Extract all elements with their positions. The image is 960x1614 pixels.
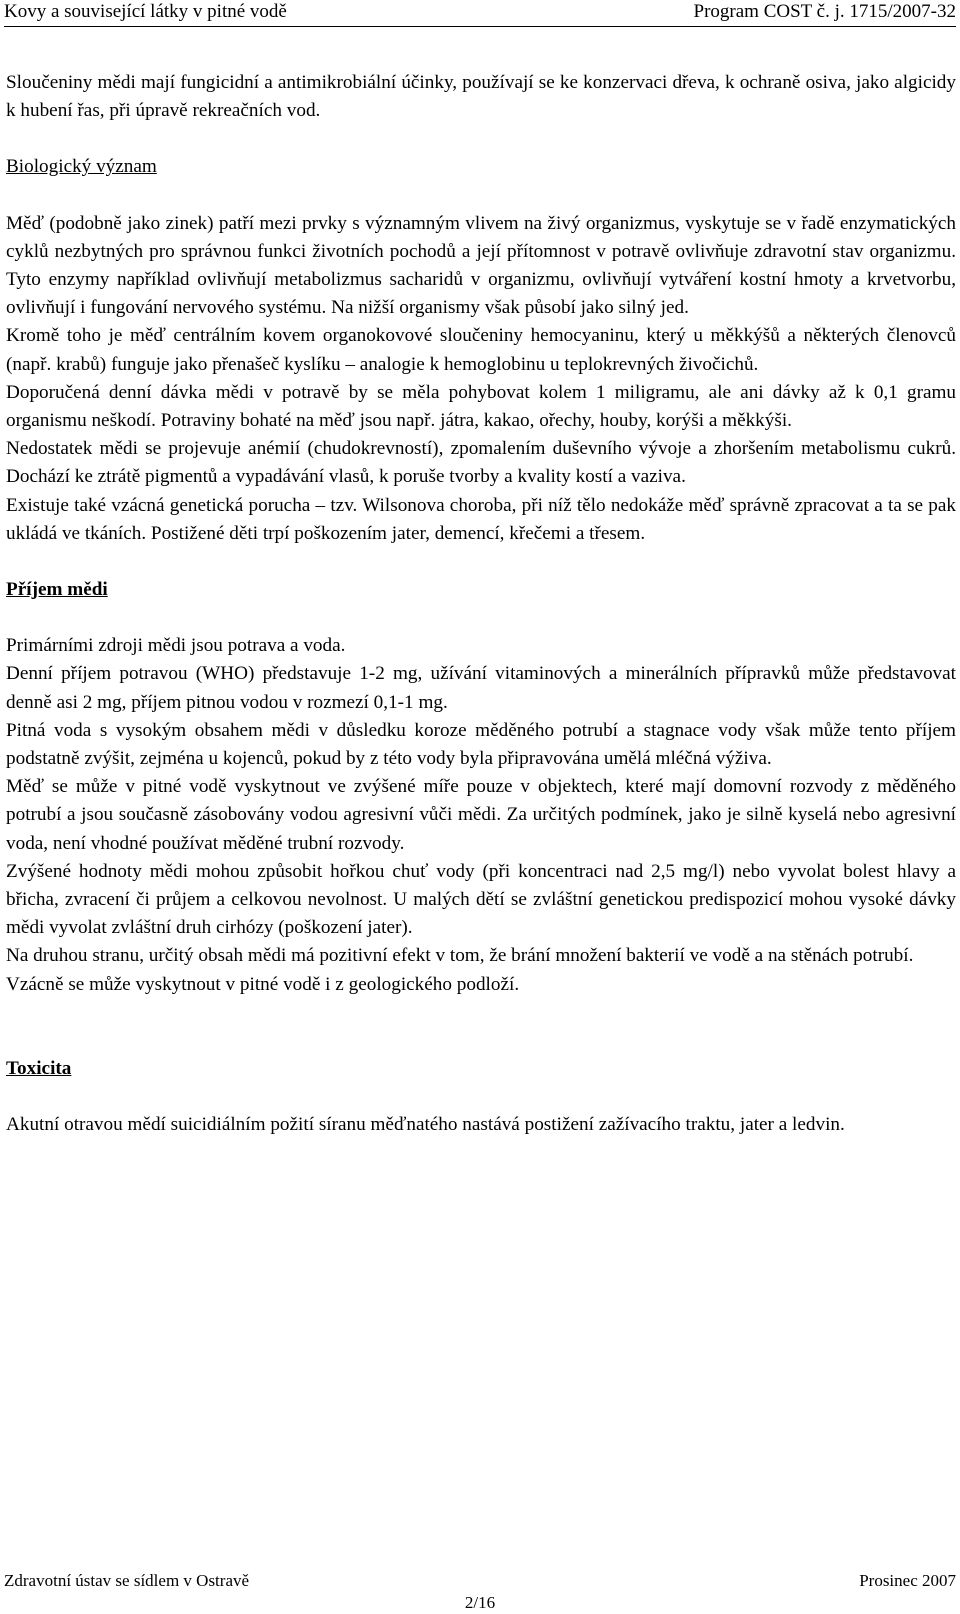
footer-date: Prosinec 2007 bbox=[859, 1571, 956, 1590]
section-heading-intake: Příjem mědi bbox=[6, 579, 108, 601]
paragraph: Nedostatek mědi se projevuje anémií (chudokrevností), zpomalením duševního vývoje a zhoršením metabolismu cukrů. Dochází ke ztrátě pigmentů a vypadávání vlasů, k poruše tvorby a kvality kostí a vaziva. bbox=[6, 438, 956, 488]
footer-institution: Zdravotní ústav se sídlem v Ostravě bbox=[4, 1571, 250, 1590]
header-title: Kovy a související látky v pitné vodě bbox=[4, 1, 287, 22]
page-header bbox=[4, 0, 956, 27]
paragraph: Akutní otravou mědí suicidiálním požití síranu měďnatého nastává postižení zažívacího traktu, jater a ledvin. bbox=[6, 1114, 845, 1136]
section-heading-toxicity: Toxicita bbox=[6, 1057, 72, 1079]
paragraph: Denní příjem potravou (WHO) představuje 1-2 mg, užívání vitaminových a minerálních přípravků může představovat denně asi 2 mg, příjem pitnou vodou v rozmezí 0,1-1 mg. bbox=[6, 663, 956, 713]
paragraph: Měď (podobně jako zinek) patří mezi prvky s významným vlivem na živý organizmus, vyskytuje se v řadě enzymatických cyklů nezbytných pro správnou funkci životních pochodů a její přítomnost v potravě ovlivňuje zdravotní stav organizmu. Tyto enzymy například ovlivňují metabolizmus sacharidů v organizmu, ovlivňují vytváření kostní hmoty a krvetvorbu, ovlivňují i fungování nervového systému. Na nižší organismy však působí jako silný jed. bbox=[6, 212, 956, 319]
header-program: Program COST č. j. 1715/2007-32 bbox=[693, 1, 956, 22]
paragraph: Zvýšené hodnoty mědi mohou způsobit hořkou chuť vody (při koncentraci nad 2,5 mg/l) nebo vyvolat bolest hlavy a břicha, zvracení či průjem a celkovou nevolnost. U malých dětí se zvláštní genetickou predispozicí mohou vysoké dávky mědi vyvolat zvláštní druh cirhózy (poškození jater). bbox=[6, 860, 956, 939]
section-heading-biological: Biologický význam bbox=[6, 156, 157, 178]
paragraph: Primárními zdroji mědi jsou potrava a voda. bbox=[6, 635, 346, 657]
document-body bbox=[6, 69, 956, 1139]
paragraph: Kromě toho je měď centrálním kovem organokovové sloučeniny hemocyaninu, který u měkkýšů a některých členovců (např. krabů) funguje jako přenašeč kyslíku – analogie k hemoglobinu u teplokrevných živočichů. bbox=[6, 325, 956, 375]
paragraph: Doporučená denní dávka mědi v potravě by se měla pohybovat kolem 1 miligramu, ale ani dávky až k 0,1 gramu organismu neškodí. Potraviny bohaté na měď jsou např. játra, kakao, ořechy, houby, korýši a měkkýši. bbox=[6, 381, 956, 432]
paragraph: Na druhou stranu, určitý obsah mědi má pozitivní efekt v tom, že brání množení bakterií ve vodě a na stěnách potrubí. bbox=[6, 945, 914, 967]
paragraph: Existuje také vzácná genetická porucha – tzv. Wilsonova choroba, při níž tělo nedokáže měď správně zpracovat a ta se pak ukládá ve tkáních. Postižené děti trpí poškozením jater, demencí, křečemi a třesem. bbox=[6, 494, 956, 544]
paragraph: Vzácně se může vyskytnout v pitné vodě i z geologického podloží. bbox=[6, 973, 520, 995]
paragraph: Měď se může v pitné vodě vyskytnout ve zvýšené míře pouze v objektech, které mají domovní rozvody z měděného potrubí a jsou současně zásobovány vodou agresivní vůči mědi. Za určitých podmínek, jako je silně kyselá nebo agresivní voda, není vhodné používat měděné trubní rozvody. bbox=[6, 776, 956, 854]
intro-paragraph: Sloučeniny mědi mají fungicidní a antimikrobiální účinky, používají se ke konzervaci dřeva, k ochraně osiva, jako algicidy k hubení řas, při úpravě rekreačních vod. bbox=[6, 72, 956, 122]
page-number: 2/16 bbox=[464, 1593, 496, 1612]
paragraph: Pitná voda s vysokým obsahem mědi v důsledku koroze měděného potrubí a stagnace vody však může tento příjem podstatně zvýšit, zejména u kojenců, pokud by z této vody byla připravována umělá mléčná výživa. bbox=[6, 719, 956, 770]
